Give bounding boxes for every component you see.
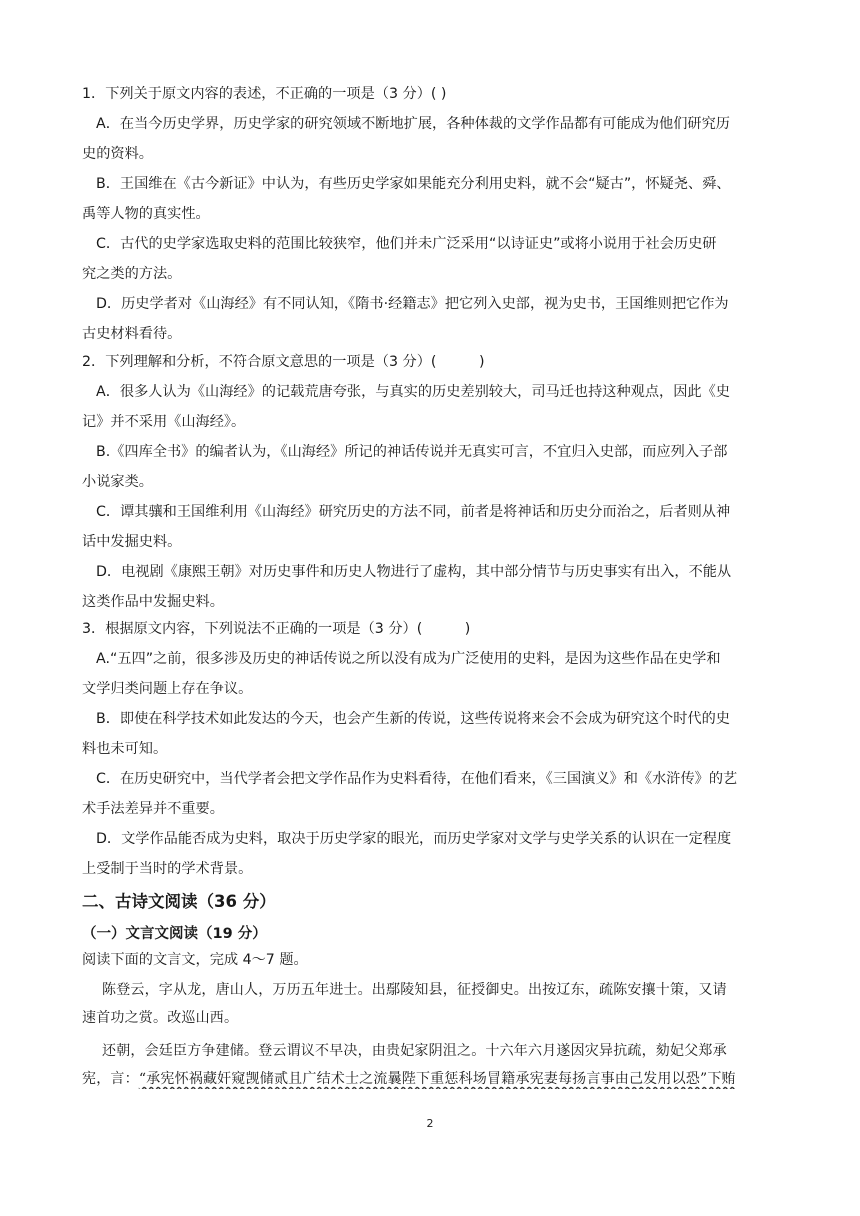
q3-option-d: D．文学作品能否成为史料，取决于历史学家的眼光，而历史学家对文学与史学关系的认识在一定程度 — [96, 831, 732, 847]
q2-option-d: D．电视剧《康熙王朝》对历史事件和历史人物进行了虚构，其中部分情节与历史事实有出入，不能从 — [96, 564, 732, 580]
q1-option-b-cont: 禹等人物的真实性。 — [82, 206, 210, 222]
wavy-underlined-text: “承宪怀祸藏奸窥觊储贰且广结术士之流曩陛下重惩科场冒籍承宪妻每扬言事由己发用以恐”下贿 — [138, 1071, 736, 1087]
q3-stem: 3．根据原文内容，下列说法不正确的一项是（3 分）( ) — [82, 621, 471, 637]
q2-option-a: A．很多人认为《山海经》的记载荒唐夸张，与真实的历史差别较大，司马迁也持这种观点，因此《史 — [96, 384, 730, 400]
reading-instruction: 阅读下面的文言文，完成 4～7 题。 — [82, 952, 308, 968]
q3-option-c-cont: 术手法差异并不重要。 — [82, 801, 224, 817]
q3-option-c: C．在历史研究中，当代学者会把文学作品作为史料看待，在他们看来，《三国演义》和《水浒传》的艺 — [96, 771, 738, 787]
subsection-heading: （一）文言文阅读（19 分） — [82, 926, 267, 942]
q3-option-d-cont: 上受制于当时的学术背景。 — [82, 861, 253, 877]
q1-option-d: D．历史学者对《山海经》有不同认知，《隋书·经籍志》把它列入史部，视为史书，王国维则把它作为 — [96, 296, 729, 312]
passage-plain-text: 宪，言： — [82, 1071, 139, 1087]
q2-stem: 2．下列理解和分析，不符合原文意思的一项是（3 分）( ) — [82, 354, 485, 370]
q1-option-a-cont: 史的资料。 — [82, 146, 153, 162]
passage-paragraph-1-cont: 速首功之赏。改巡山西。 — [82, 1010, 239, 1026]
q3-option-b-cont: 料也未可知。 — [82, 741, 168, 757]
q1-option-d-cont: 古史材料看待。 — [82, 326, 182, 342]
passage-paragraph-1: 陈登云，字从龙，唐山人，万历五年进士。出鄢陵知县，征授御史。出按辽东，疏陈安攘十策，又请 — [102, 982, 727, 998]
q1-option-b: B．王国维在《古今新证》中认为，有些历史学家如果能充分利用史料，就不会“疑古”，怀疑尧、舜、 — [96, 176, 731, 192]
q2-option-b: B.《四库全书》的编者认为，《山海经》所记的神话传说并无真实可言，不宜归入史部，而应列入子部 — [96, 444, 728, 460]
q2-option-a-cont: 记》并不采用《山海经》。 — [82, 414, 246, 430]
section-heading: 二、古诗文阅读（36 分） — [82, 892, 276, 911]
q2-option-c: C．谭其骧和王国维利用《山海经》研究历史的方法不同，前者是将神话和历史分而治之，后者则从神 — [96, 504, 731, 520]
q2-option-b-cont: 小说家类。 — [82, 474, 153, 490]
q3-option-a: A.“五四”之前，很多涉及历史的神话传说之所以没有成为广泛使用的史料，是因为这些作品在史学和 — [96, 651, 721, 667]
page-number: 2 — [426, 1117, 434, 1130]
passage-paragraph-2: 还朝，会廷臣方争建储。登云谓议不早决，由贵妃家阴沮之。十六年六月遂因灾异抗疏，劾妃父郑承 — [102, 1043, 727, 1059]
q1-option-c-cont: 究之类的方法。 — [82, 266, 182, 282]
q3-option-a-cont: 文学归类问题上存在争议。 — [82, 681, 253, 697]
q2-option-c-cont: 话中发掘史料。 — [82, 534, 182, 550]
q1-option-c: C．古代的史学家选取史料的范围比较狭窄，他们并未广泛采用“以诗证史”或将小说用于社会历史研 — [96, 236, 717, 252]
passage-paragraph-2-cont — [82, 1069, 782, 1089]
q1-stem: 1．下列关于原文内容的表述，不正确的一项是（3 分）( ) — [82, 86, 447, 102]
q3-option-b: B．即使在科学技术如此发达的今天，也会产生新的传说，这些传说将来会不会成为研究这个时代的史 — [96, 711, 730, 727]
q1-option-a: A．在当今历史学界，历史学家的研究领域不断地扩展，各种体裁的文学作品都有可能成为他们研究历 — [96, 116, 730, 132]
q2-option-d-cont: 这类作品中发掘史料。 — [82, 594, 224, 610]
